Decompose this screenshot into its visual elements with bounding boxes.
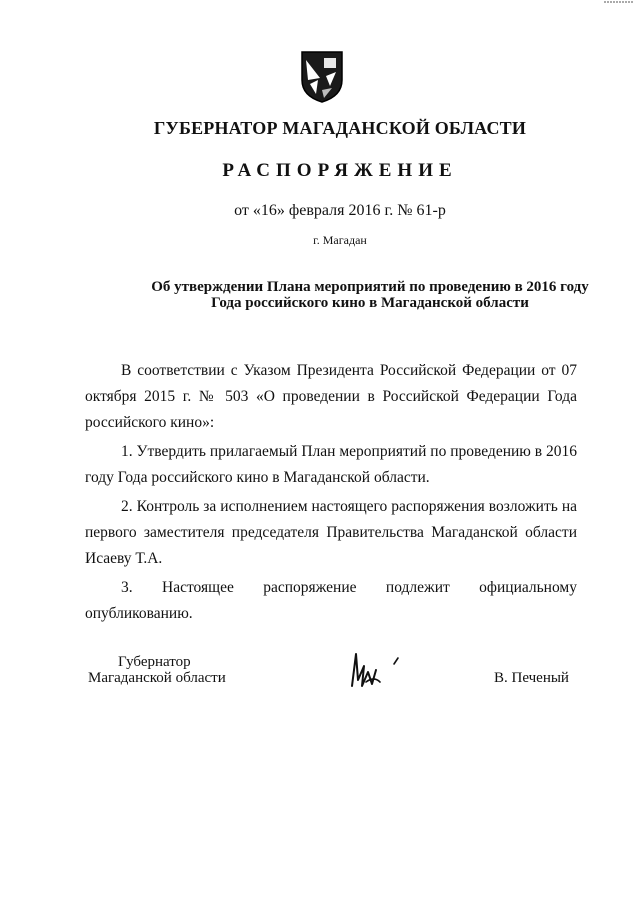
document-type: РАСПОРЯЖЕНИЕ <box>222 160 458 181</box>
document-subject <box>100 279 640 311</box>
scan-artifact-mark <box>604 0 634 6</box>
body-paragraph-item-3: 3. Настоящее распоряжение подлежит официальному опубликованию. <box>85 579 577 622</box>
subject-line-1: Об утверждении Плана мероприятий по проведению в 2016 году <box>151 279 589 295</box>
signatory-name: В. Печеный <box>494 670 569 686</box>
body-paragraph-item-2: 2. Контроль за исполнением настоящего распоряжения возложить на первого заместителя председателя Правительства Магаданской области Исаеву Т.А. <box>85 498 577 567</box>
coat-of-arms-emblem-icon <box>300 50 344 104</box>
body-paragraph-item-1: 1. Утвердить прилагаемый План мероприятий по проведению в 2016 году Года российского кино в Магаданской области. <box>85 443 577 486</box>
body-paragraph-preamble: В соответствии с Указом Президента Российской Федерации от 07 октября 2015 г. № 503 «О проведении в Российской Федерации Года российского кино»: <box>85 362 577 431</box>
signatory-position <box>88 654 226 686</box>
signatory-position-line-2: Магаданской области <box>88 670 226 686</box>
handwritten-signature-icon <box>346 636 406 692</box>
document-body <box>85 358 577 630</box>
governor-title: ГУБЕРНАТОР МАГАДАНСКОЙ ОБЛАСТИ <box>153 118 527 138</box>
signatory-position-line-1: Губернатор <box>118 654 191 670</box>
document-date-number: от «16» февраля 2016 г. № 61-р <box>234 202 446 219</box>
subject-line-2: Года российского кино в Магаданской области <box>211 295 529 311</box>
document-city: г. Магадан <box>313 233 367 247</box>
